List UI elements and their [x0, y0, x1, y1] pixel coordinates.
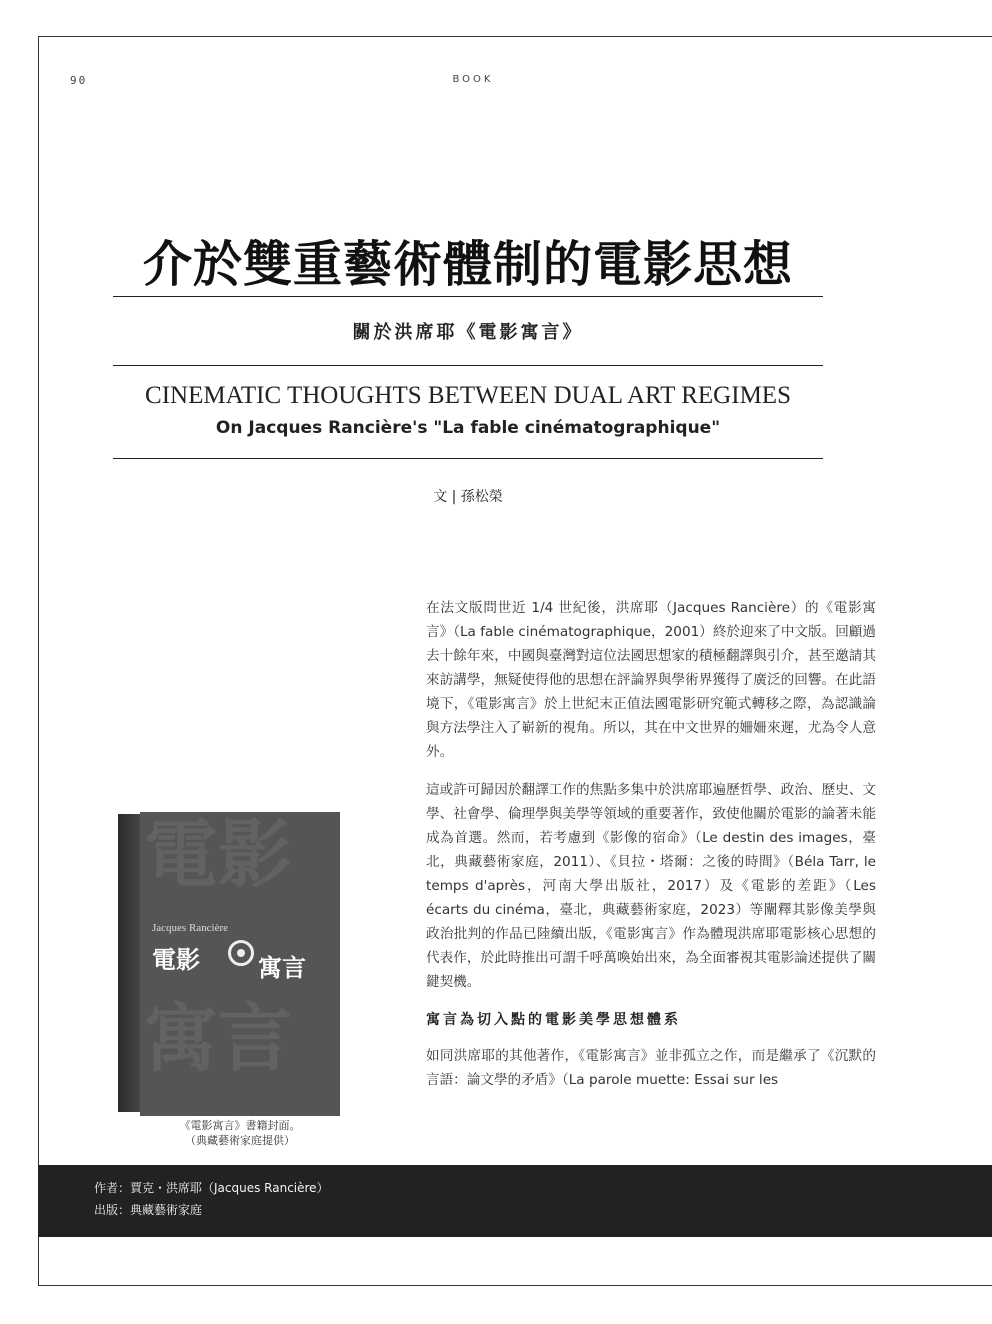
page-number: 90	[70, 74, 88, 87]
cover-title-right: 寓言	[258, 953, 306, 982]
article-body	[426, 596, 876, 1106]
paragraph: 在法文版問世近 1/4 世紀後，洪席耶（Jacques Rancière）的《電影寓言》（La fable cinématographique，2001）終於迎來了中文版。回顧過去十餘年來，中國與臺灣對這位法國思想家的積極翻譯與引介，甚至邀請其來訪講學，無疑使得他的思想在評論界與學術界獲得了廣泛的回響。在此語境下，《電影寓言》於上世紀末正值法國電影研究範式轉移之際，為認識論與方法學注入了嶄新的視角。所以，其在中文世界的姍姍來遲，尤為令人意外。	[426, 600, 876, 760]
byline: 文 | 孫松榮	[433, 489, 503, 505]
cover-ghost-text: 寓言	[144, 996, 292, 1082]
section-heading: 寓言為切入點的電影美學思想體系	[426, 1012, 681, 1028]
publisher-info: 出版：典藏藝術家庭	[94, 1203, 203, 1217]
divider	[113, 296, 823, 297]
article-title-zh: 介於雙重藝術體制的電影思想	[142, 235, 793, 293]
section-label: BOOK	[452, 74, 494, 85]
divider	[113, 365, 823, 366]
book-spine	[118, 814, 140, 1112]
book-cover-image	[118, 812, 340, 1116]
article-subtitle-en: On Jacques Rancière's "La fable cinématographique"	[215, 418, 721, 438]
paragraph: 這或許可歸因於翻譯工作的焦點多集中於洪席耶遍歷哲學、政治、歷史、文學、社會學、倫理學與美學等領域的重要著作，致使他關於電影的論著未能成為首選。然而，若考慮到《影像的宿命》（Le destin des images，臺北，典藏藝術家庭，2011）、《貝拉・塔爾：之後的時間》（Béla Tarr, le temps d'après，河南大學出版社，2017）及《電影的差距》（Les écarts du cinéma，臺北，典藏藝術家庭，2023）等闡釋其影像美學與政治批判的作品已陸續出版，《電影寓言》作為體現洪席耶電影核心思想的代表作，於此時推出可謂千呼萬喚始出來，為全面審視其電影論述提供了關鍵契機。	[426, 782, 876, 990]
caption-line: 《電影寓言》書籍封面。	[179, 1119, 301, 1132]
image-caption	[150, 1118, 330, 1148]
cover-title-left: 電影	[152, 945, 200, 974]
cover-author: Jacques Rancière	[152, 922, 229, 934]
author-info: 作者：賈克・洪席耶（Jacques Rancière）	[94, 1181, 329, 1195]
book-info-bar	[38, 1165, 992, 1237]
article-subtitle-zh: 關於洪席耶《電影寓言》	[352, 322, 584, 343]
cover-ghost-text: 電影	[144, 812, 292, 898]
paragraph: 如同洪席耶的其他著作，《電影寓言》並非孤立之作，而是繼承了《沉默的言語：論文學的矛盾》（La parole muette: Essai sur les	[426, 1048, 876, 1088]
divider	[113, 458, 823, 459]
article-title-en: CINEMATIC THOUGHTS BETWEEN DUAL ART REGIMES	[145, 382, 791, 409]
caption-line: （典藏藝術家庭提供）	[185, 1134, 295, 1147]
book-cover	[140, 812, 340, 1116]
film-reel-icon	[228, 940, 254, 966]
